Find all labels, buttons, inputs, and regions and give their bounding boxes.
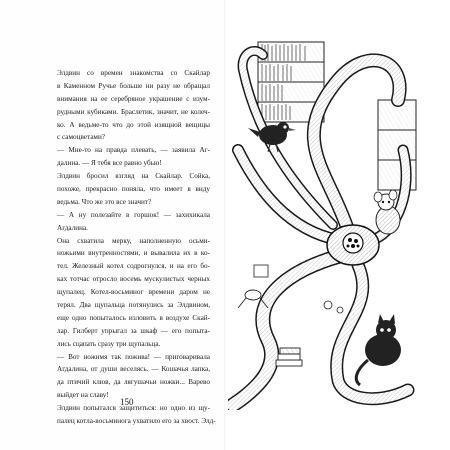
text-line: с самоцветами? <box>57 133 105 142</box>
text-line: еще одно попыталось изловить в воздухе Скай- <box>57 313 210 322</box>
text-line: похоже, прекрасно поняла, что имеет в виду <box>57 185 210 194</box>
text-line: лар. Гилберт упрыгал за шкаф — его попыта- <box>57 326 210 335</box>
story-text <box>57 67 216 428</box>
text-line: — Вот ножимя так пожива! — приговаривала <box>57 352 210 361</box>
text-line: внимания на ее серебряное украшение с изум- <box>57 94 210 103</box>
text-line: — А ну полезайте в горшок! — захихикала <box>57 210 210 219</box>
cauldron <box>327 225 379 265</box>
cat-character <box>356 314 401 385</box>
text-line: рудными кубиками. Браслетик, значит, не колеч- <box>57 107 210 116</box>
text-line: ведьма. Что же это все значит? <box>57 197 152 206</box>
text-line: ко. А ведьме-то что до этой изящной вещицы <box>57 120 210 129</box>
floor-books <box>276 348 302 366</box>
text-line: Она схватила мерку, наполненную осьми- <box>57 236 210 245</box>
text-line: Агдалина. <box>57 223 88 232</box>
text-line: лись сцапать сразу три щупальца. <box>57 339 161 348</box>
text-line: Элдвин со времен знакомства со Скайлар <box>57 69 210 77</box>
text-line: ножьими внутренностями, и вывалила их в ко- <box>57 249 210 258</box>
text-line: Агдалина, от души веселясь. — Кошачья лапка, <box>57 365 210 374</box>
octopus-cauldron-illustration <box>228 40 418 410</box>
page-number: 150 <box>120 397 134 407</box>
text-line: палец котла-восьминога ухватило его за хвост. Элд- <box>57 417 216 426</box>
text-line: далина. — Я тебя все равно убью! <box>57 159 162 168</box>
text-line: ках тотчас отросло восемь мускулистых черных <box>57 275 210 284</box>
text-line: да птичий клюв, да лягушачьи ножки... Варево <box>57 378 210 387</box>
mouse-character <box>374 190 400 234</box>
text-line: терял. Два щупальца потянулись за Элдвином, <box>57 301 210 310</box>
text-line: щупалец. Котел-восьминог времени даром не <box>57 288 210 297</box>
text-line: тел. Железный котел содрогнулся, и на его бо- <box>57 262 210 271</box>
text-line: — Мне-то на правда плевать, — заявила Аг- <box>57 146 210 155</box>
text-line: выйдет на славу! <box>57 391 109 400</box>
text-line: в Каменном Ручье больше ни разу не обращал <box>57 81 210 90</box>
text-line: Элдвин попытался защититься: но одно из щу- <box>57 404 210 413</box>
text-line: Элдвин бросил взгляд на Скайлар. Сойка, <box>57 172 210 181</box>
